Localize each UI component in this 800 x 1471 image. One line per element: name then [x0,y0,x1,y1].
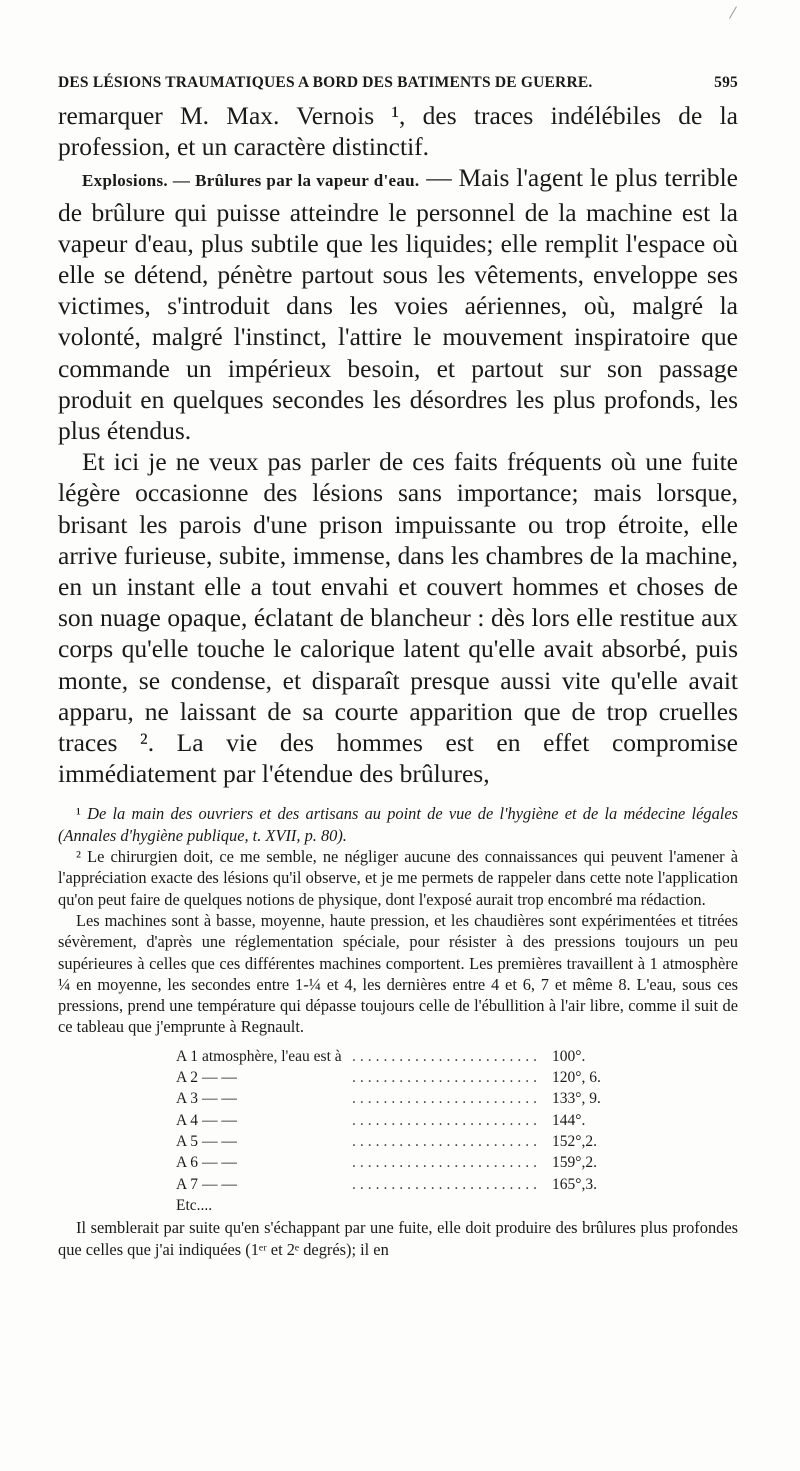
row-label: A 7 [176,1175,198,1193]
leader-dots: ........................ [352,1090,541,1108]
footnote-2-text: Le chirurgien doit, ce me semble, ne négliger aucune des connaissances qui peuvent l'amener à l'appréciation exacte des lésions qu'il observe, et je me permets de rappeler dans cette note l'application qu'on peut faire de quelques notions de physique, dont l'exposé aurait trop encombré ma rédaction. [58,847,738,909]
page-number: 595 [714,74,738,91]
row-label: A 2 [176,1069,198,1087]
section-heading: Explosions. — Brûlures par la vapeur d'eau. [82,171,420,191]
row-text: — — [202,1154,237,1172]
footnote-2-marker: ² [76,847,81,867]
leader-dots: ........................ [352,1069,541,1087]
table-row [176,1110,616,1131]
footnote-2 [58,846,738,910]
row-text: — — [202,1175,237,1193]
leader-dots: ........................ [352,1111,541,1129]
leader-dots: ........................ [352,1175,541,1193]
footnote-1 [58,803,738,846]
row-text: — — [202,1090,237,1108]
leader-dots: ........................ [352,1154,541,1172]
row-value: 100°. [552,1047,586,1065]
margin-mark [729,6,737,19]
paragraph-1: remarquer M. Max. Vernois ¹, des traces indélébiles de la profession, et un caractère distinctif. [58,101,738,162]
row-label: A 1 [176,1047,198,1065]
pressure-table [176,1046,616,1195]
row-text: — — [202,1069,237,1087]
paragraph-2 [58,162,738,446]
row-text: — — [202,1132,237,1150]
row-label: A 6 [176,1154,198,1172]
table-row [176,1088,616,1109]
table-etc: Etc.... [176,1196,213,1214]
document-page [58,74,738,1261]
row-value: 144°. [552,1111,586,1129]
table-row [176,1067,616,1088]
row-value: 133°, 9. [552,1090,601,1108]
running-title: DES LÉSIONS TRAUMATIQUES A BORD DES BATIMENTS DE GUERRE. [58,74,593,91]
table-row [176,1174,616,1195]
row-label: A 3 [176,1090,198,1108]
footnotes [58,803,738,1260]
paragraph-3: Et ici je ne veux pas parler de ces faits fréquents où une fuite légère occasionne des lésions sans importance; mais lorsque, brisant les parois d'une prison impuissante ou trop étroite, elle arrive furieuse, subite, immense, dans les chambres de la machine, en un instant elle a tout envahi et couvert hommes et choses de son nuage opaque, éclatant de blancheur : dès lors elle restitue aux corps qu'elle touche le calorique latent qu'elle avait absorbé, puis monte, se condense, et disparaît presque aussi vite qu'elle avait apparu, ne laissant de sa courte apparition que de trop cruelles traces ². La vie des hommes est en effet compromise immédiatement par l'étendue des brûlures, [58,447,738,789]
footnote-3: Les machines sont à basse, moyenne, haute pression, et les chaudières sont expérimentées et titrées sévèrement, d'après une réglementation spéciale, pour résister à des pressions toujours un peu supérieures à celles que ces différentes machines comportent. Les premières travaillent à 1 atmosphère ¼ en moyenne, les secondes entre 1-¼ et 4, les dernières entre 4 et 6, 7 et même 8. L'eau, sous ces pressions, prend une température qui dépasse toujours celle de l'ébullition à l'air libre, comme il suit de ce tableau que j'emprunte à Regnault. [58,910,738,1037]
running-header [58,74,738,100]
closing-note: Il semblerait par suite qu'en s'échappant par une fuite, elle doit produire des brûlures plus profondes que celles que j'ai indiquées (1ᵉʳ et 2ᵉ degrés); il en [58,1217,738,1259]
table-row [176,1131,616,1152]
paragraph-2-text: — Mais l'agent le plus terrible de brûlure qui puisse atteindre le personnel de la machine est la vapeur d'eau, plus subtile que les liquides; elle remplit l'espace où elle se détend, pénètre partout sous les vêtements, enveloppe ses victimes, s'introduit dans les voies aériennes, où, malgré la volonté, malgré l'instinct, l'attire le mouvement inspiratoire que commande un impérieux besoin, et partout sur son passage produit en quelques secondes les désordres les plus profonds, les plus étendus. [58,163,738,446]
leader-dots: ........................ [352,1047,541,1065]
row-text: — — [202,1111,237,1129]
row-label: A 5 [176,1132,198,1150]
row-value: 120°, 6. [552,1069,601,1087]
footnote-1-marker: ¹ [76,804,81,824]
footnote-1-text: De la main des ouvriers et des artisans au point de vue de l'hygiène et de la médecine légales (Annales d'hygiène publique, t. XVII, p. 80). [58,804,738,845]
row-value: 165°,3. [552,1175,597,1193]
row-value: 152°,2. [552,1132,597,1150]
row-value: 159°,2. [552,1154,597,1172]
row-label: A 4 [176,1111,198,1129]
table-row [176,1046,616,1067]
main-text [58,100,738,789]
row-text: atmosphère, l'eau est à [202,1047,342,1065]
leader-dots: ........................ [352,1132,541,1150]
table-row [176,1152,616,1173]
